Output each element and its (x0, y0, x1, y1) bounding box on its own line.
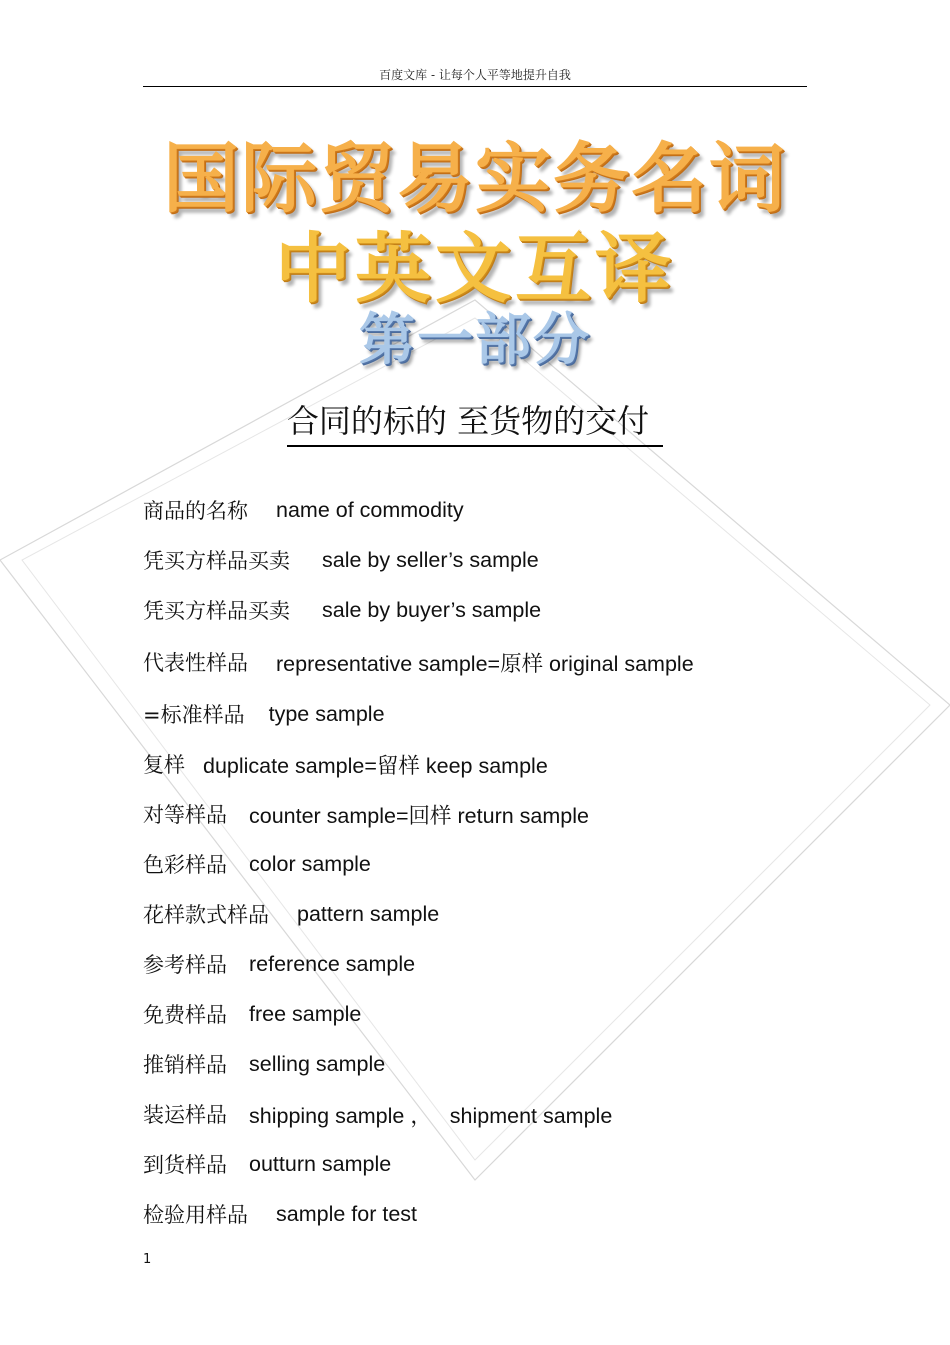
term-chinese: 检验用样品 (143, 1203, 248, 1227)
term-chinese: 花样款式样品 (143, 903, 269, 927)
term-row (143, 485, 823, 535)
header-divider (143, 86, 807, 87)
term-row (143, 689, 823, 739)
wordart-title-line1: 国际贸易实务名词 (163, 134, 787, 223)
term-row (143, 839, 823, 889)
term-english: counter sample=回样 return sample (249, 803, 589, 828)
term-chinese: 推销样品 (143, 1053, 227, 1077)
term-chinese: 复样 (143, 753, 185, 777)
term-english: selling sample (249, 1051, 386, 1076)
term-row (143, 1139, 823, 1189)
term-english: sample for test (276, 1201, 417, 1226)
term-chinese: 装运样品 (143, 1103, 227, 1127)
term-english: outturn sample (249, 1151, 392, 1176)
term-chinese: 参考样品 (143, 953, 227, 977)
term-english: free sample (249, 1001, 362, 1026)
term-row (143, 789, 823, 839)
term-row (143, 1189, 823, 1239)
term-english: pattern sample (297, 901, 440, 926)
term-english: sale by buyer’s sample (322, 597, 542, 622)
term-row (143, 989, 823, 1039)
page-number: 1 (143, 1252, 152, 1267)
term-list (143, 485, 823, 1239)
term-english: reference sample (249, 951, 416, 976)
term-english: color sample (249, 851, 371, 876)
term-english: shipping sample ， shipment sample (249, 1103, 613, 1128)
section-title (0, 396, 950, 447)
wordart-title-line2: 中英文互译 (275, 224, 675, 313)
term-chinese: 色彩样品 (143, 853, 227, 877)
term-chinese: 代表性样品 (143, 651, 248, 675)
page-header: 百度文库 - 让每个人平等地提升自我 (379, 68, 571, 82)
term-chinese: 商品的名称 (143, 499, 248, 523)
term-english: duplicate sample=留样 keep sample (203, 753, 548, 778)
term-row (143, 889, 823, 939)
term-chinese: 凭买方样品买卖 (143, 599, 290, 623)
term-english: sale by seller’s sample (322, 547, 539, 572)
term-row (143, 739, 823, 789)
term-chinese: 凭买方样品买卖 (143, 549, 290, 573)
wordart-part-label: 第一部分 (359, 307, 591, 373)
term-row (143, 1089, 823, 1139)
term-english: type sample (268, 701, 385, 726)
term-chinese: 到货样品 (143, 1153, 227, 1177)
term-row (143, 535, 823, 585)
term-chinese: =标准样品 (143, 703, 245, 727)
term-english: representative sample=原样 original sample (276, 651, 694, 676)
term-row (143, 635, 823, 689)
term-english: name of commodity (276, 497, 464, 522)
term-chinese: 对等样品 (143, 803, 227, 827)
term-row (143, 939, 823, 989)
term-row (143, 1039, 823, 1089)
section-title-text: 合同的标的 至货物的交付 (287, 396, 663, 447)
term-chinese: 免费样品 (143, 1003, 227, 1027)
term-row (143, 585, 823, 635)
